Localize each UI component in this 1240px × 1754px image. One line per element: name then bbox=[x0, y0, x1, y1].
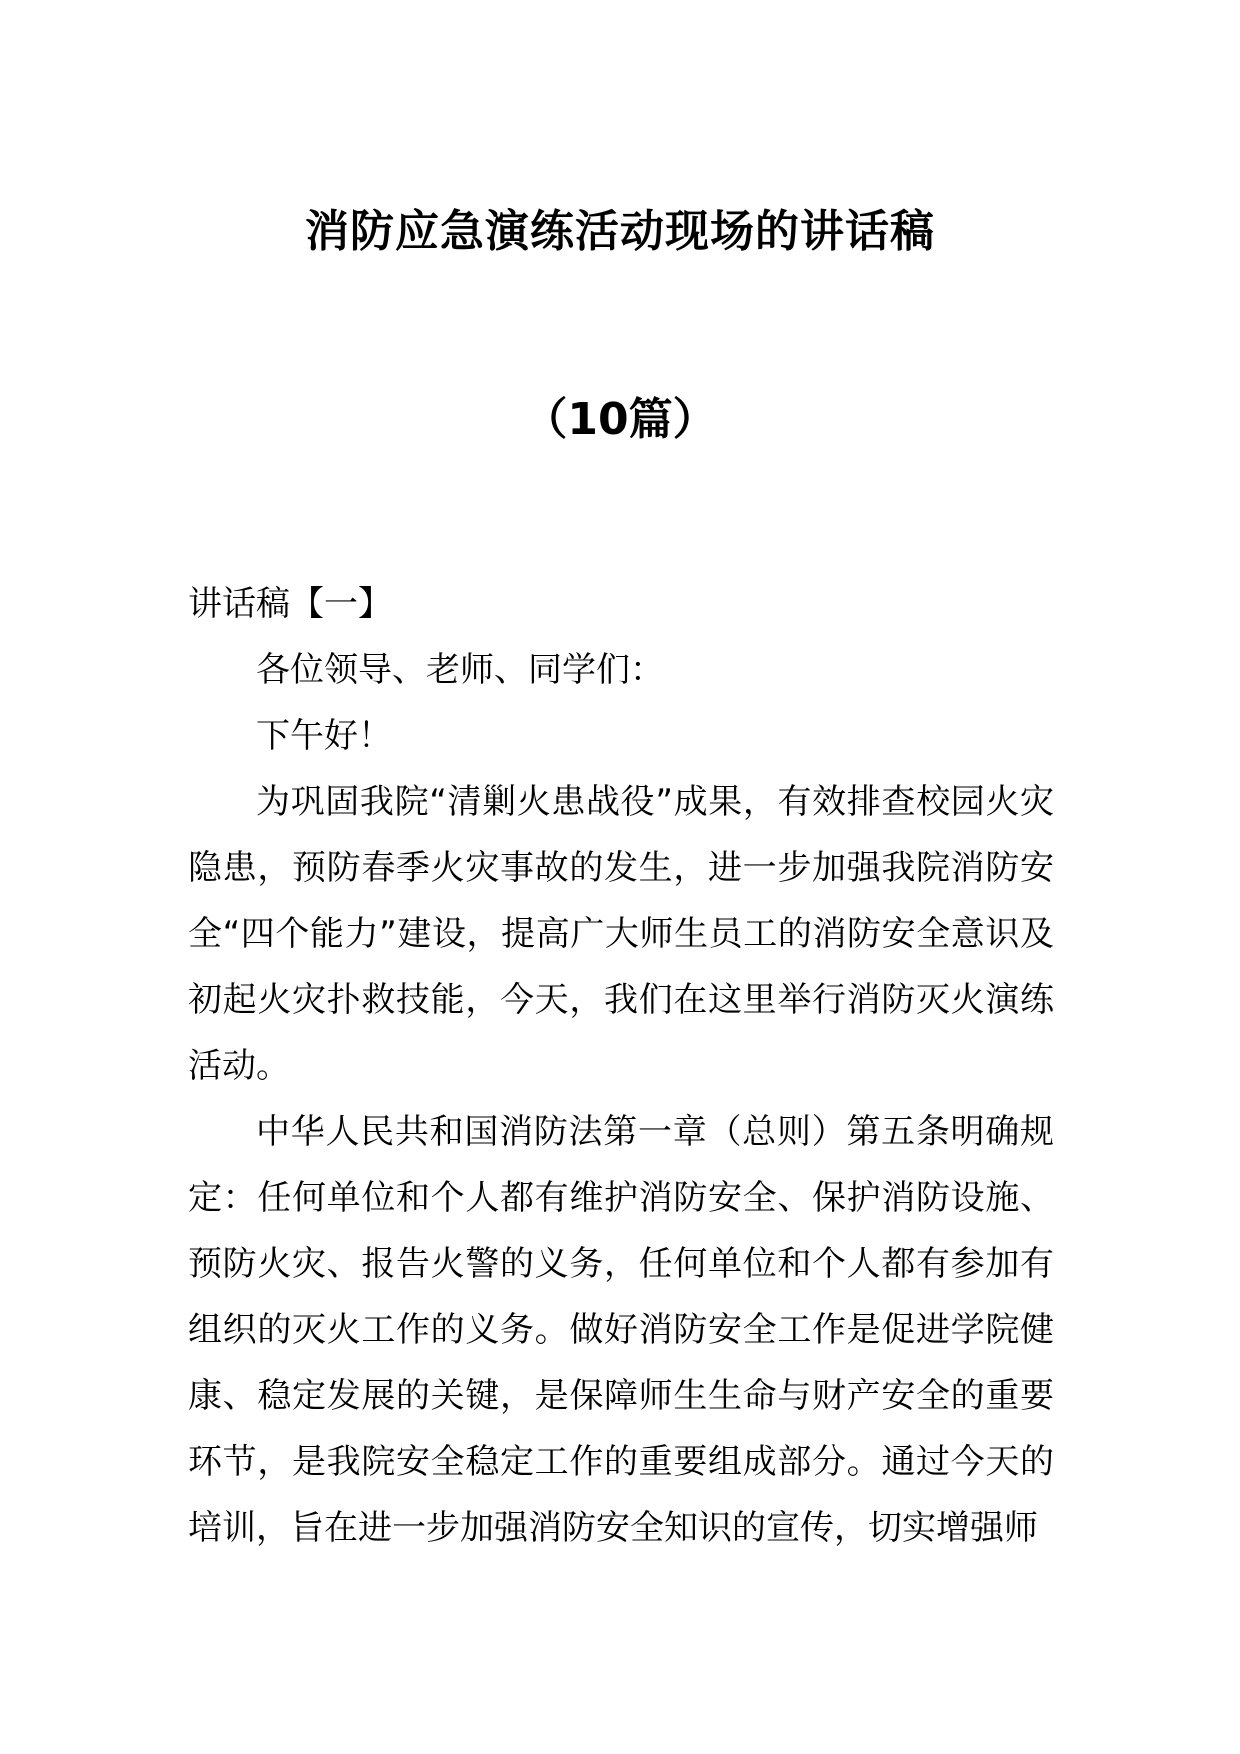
section-heading: 讲话稿【一】 bbox=[188, 584, 392, 624]
document-subtitle: （10篇） bbox=[523, 394, 717, 445]
paragraph: 为巩固我院“清剿火患战役”成果，有效排查校园火灾隐患，预防春季火灾事故的发生，进一步加强我院消防安全“四个能力”建设，提高广大师生员工的消防安全意识及初起火灾扑救技能，今天，我们在这里举行消防灭火演练活动。 bbox=[188, 782, 1054, 1086]
document-title: 消防应急演练活动现场的讲话稿 bbox=[305, 206, 935, 257]
document-body bbox=[188, 571, 1054, 1561]
greeting: 下午好！ bbox=[256, 716, 392, 756]
paragraph: 中华人民共和国消防法第一章（总则）第五条明确规定：任何单位和个人都有维护消防安全、保护消防设施、预防火灾、报告火警的义务，任何单位和个人都有参加有组织的灭火工作的义务。做好消防安全工作是促进学院健康、稳定发展的关键，是保障师生生命与财产安全的重要环节，是我院安全稳定工作的重要组成部分。通过今天的培训，旨在进一步加强消防安全知识的宣传，切实增强师 bbox=[188, 1112, 1054, 1548]
salutation: 各位领导、老师、同学们： bbox=[256, 650, 664, 690]
